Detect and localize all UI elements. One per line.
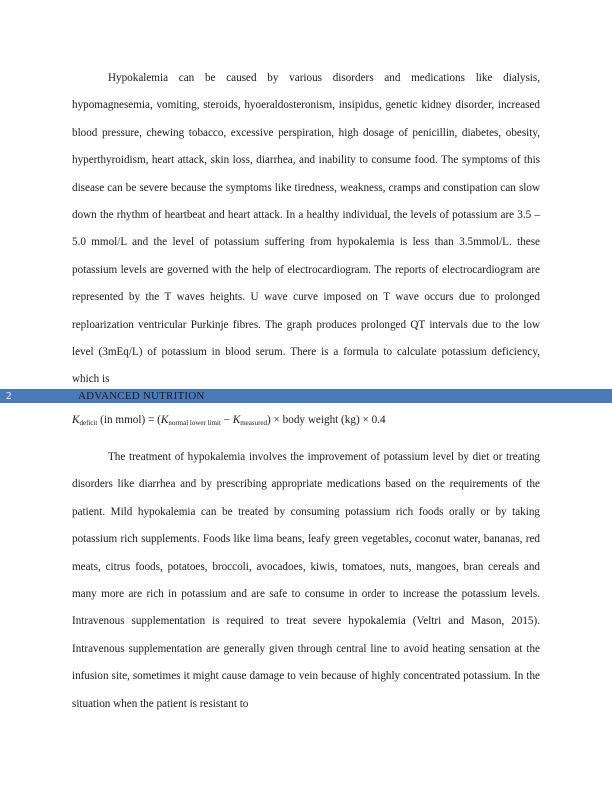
running-head-title: ADVANCED NUTRITION	[78, 390, 205, 402]
formula-tail: ) × body weight (kg) × 0.4	[267, 414, 386, 426]
formula-sub-normal: normal lower limit	[168, 419, 221, 427]
running-header	[0, 389, 612, 403]
formula-sub-measured: measured	[240, 419, 268, 427]
paragraph-1-text: Hypokalemia can be caused by various disorders and medications like dialysis, hypomagnesemia, vomiting, steroids, hyoeraldosteronism, insipidus, genetic kidney disorder, increased blood pressure, chewing tobacco, excessive perspiration, high dosage of penicillin, diabetes, obesity, hyperthyroidism, heart attack, skin loss, diarrhea, and inability to consume food. The symptoms of this disease can be severe because the symptoms like tiredness, weakness, cramps and constipation can slow down the rhythm of heartbeat and heart attack. In a healthy individual, the levels of potassium are 3.5 – 5.0 mmol/L and the level of potassium suffering from hypokalemia is less than 3.5mmol/L. these potassium levels are governed with the help of electrocardiogram. The reports of electrocardiogram are represented by the T waves heights. U wave curve imposed on T wave occurs due to prolonged reploarization ventricular Purkinje fibres. The graph produces prolonged QT intervals due to the low level (3mEq/L) of potassium in blood serum. There is a formula to calculate potassium deficiency, which is	[72, 72, 540, 386]
formula-unit: (in mmol) = (	[97, 414, 161, 426]
formula-k-measured: K	[232, 414, 241, 426]
formula-k-normal: K	[160, 414, 169, 426]
paragraph-treatment	[72, 444, 540, 718]
formula-minus: −	[220, 414, 233, 426]
page-number: 2	[6, 390, 12, 402]
formula-k-deficit: K	[72, 414, 80, 426]
paragraph-potassium-causes	[72, 65, 540, 394]
paragraph-2-text: The treatment of hypokalemia involves the improvement of potassium level by diet or treating disorders like diarrhea and by prescribing appropriate medications based on the requirements of the patient. Mild hypokalemia can be treated by consuming potassium rich foods orally or by taking potassium rich supplements. Foods like lima beans, leafy green vegetables, coconut water, bananas, red meats, citrus foods, potatoes, broccoli, avocadoes, kiwis, tomatoes, nuts, mangoes, bran cereals and many more are rich in potassium and are safe to consume in order to increase the potassium levels. Intravenous supplementation is required to treat severe hypokalemia (Veltri and Mason, 2015). Intravenous supplementation are generally given through central line to avoid heating sensation at the infusion site, sometimes it might cause damage to vein because of highly concentrated potassium. In the situation when the patient is resistant to	[72, 451, 540, 710]
formula-sub-deficit: deficit	[79, 419, 98, 427]
potassium-deficit-formula	[72, 412, 386, 431]
